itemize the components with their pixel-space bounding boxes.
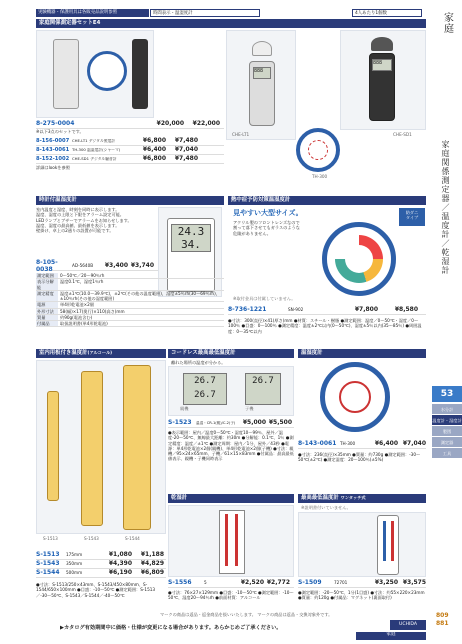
label-s-1544: S-1544 [125, 536, 140, 541]
set-e4-table [36, 120, 224, 173]
spec-label: 付属品 [36, 321, 58, 326]
spec-value: 約90g(電池含む) [60, 314, 93, 320]
list-price: ¥5,000 [242, 419, 266, 427]
spec-label: 測定精度 [36, 291, 58, 302]
list-price: ¥4,390 [108, 560, 132, 568]
heatstroke-subtitle: 見やすい大型サイズ。 [233, 209, 303, 217]
heatstroke-table [228, 306, 426, 315]
product-row [36, 560, 166, 569]
label-remote: 子機 [245, 406, 254, 411]
model-number: TH-300 [340, 441, 356, 447]
maxmin-title: 最高最低温度計 [301, 495, 339, 501]
product-code: S-1544 [36, 569, 60, 577]
spec-value: 取扱説明書(単4形乾電池) [60, 321, 108, 326]
page-tag-2: 881 [436, 620, 449, 627]
sale-price: ¥1,188 [140, 551, 164, 559]
product-code: S-1556 [168, 579, 192, 587]
product-row [36, 551, 166, 560]
label-che-sd1: CHE-SD1 [393, 132, 412, 137]
page-number-tab: 53 [432, 386, 462, 402]
set-e4-photo [36, 30, 154, 118]
label-s-1543: S-1543 [84, 536, 99, 541]
product-code: S-1513 [36, 551, 60, 559]
spec-label: 電源 [36, 302, 58, 307]
maxmin-spec: ●測定範囲：-20〜50℃、1分(1目盛) ●寸法：約55×220×23mm ●質量：約120g ●付属品：マグネット(裏面取付) [298, 590, 425, 601]
desc-line: 温度、湿度の最高値、最低値を表示します。 [36, 222, 120, 228]
clock-thermo-table [36, 258, 158, 273]
top-strip-left: 実験機器・保護用具は各販売品説明参照 [36, 9, 149, 17]
footer-tab: 家庭 [356, 632, 426, 640]
desc-line: 室内温度と湿度、時刻を同時に表示します。 [36, 207, 120, 212]
product-code: 8-275-0004 [36, 120, 75, 128]
product-row [36, 120, 224, 129]
side-category-sub: 家庭関係測定器／温度計／乾湿計 [441, 140, 450, 275]
page-tag: 809 [436, 612, 449, 619]
maxmin-subtitle: ワンタッチ式 [340, 495, 366, 500]
set-items [36, 137, 224, 164]
section-title-set-e4: 家庭関係測定器セットE4 [36, 19, 426, 28]
section-title-maxmin [298, 494, 426, 503]
size: 500mm [66, 570, 83, 576]
board-thermo-photo [36, 360, 166, 534]
sale-price: ¥5,500 [268, 419, 292, 427]
label-s-1513: S-1513 [43, 536, 58, 541]
cordless-desc: 離れた場所の温度が分かる。 [171, 360, 226, 365]
section-title-hygrometer: 温湿度計 [298, 349, 426, 358]
che-lt1-photo: 888 [226, 30, 296, 140]
product-code: 8-152-1002 [36, 155, 70, 162]
sale-price: ¥22,000 [192, 120, 220, 128]
size: 5 [204, 580, 207, 586]
board-thermo-table [36, 551, 166, 578]
list-price: ¥2,520 [240, 579, 264, 587]
spec-value: 0〜50℃／20〜90％rh [60, 273, 105, 278]
set-item-row [36, 146, 224, 155]
board-thermo-subtitle: (アルコール) [87, 350, 113, 355]
product-row [36, 569, 166, 578]
side-tab[interactable]: 温度計・湿度計 [432, 415, 462, 426]
size: 175mm [66, 552, 83, 558]
detail-note: 詳細はlookを参照 [36, 165, 70, 170]
label-che-lt1: CHE-LT1 [232, 132, 250, 137]
spec-value: 単4形乾電池×2個 [60, 302, 94, 308]
product-name: TH-300 温湿度計(シャーマ) [72, 147, 121, 152]
footer-legend [160, 612, 426, 617]
desc-line: 壁掛け、卓上の2通りの設置が可能です。 [36, 228, 114, 233]
section-title-cordless: コードレス最高最低温度計 [168, 349, 294, 358]
product-code: S-1509 [298, 579, 322, 587]
list-price: ¥6,800 [142, 137, 166, 145]
side-tab[interactable]: 測定器 [432, 437, 462, 448]
board-thermo-title: 室内用板付き温度計 [39, 350, 88, 356]
sale-price: ¥2,772 [266, 579, 290, 587]
desc-line: 割って落下させてもガラスのような [233, 225, 300, 231]
board-thermo-spec: ●寸法：S-1513/250×43mm、S-1543/450×80mm、S-1544/650×100mm ●目盛：-10〜50℃ ●測定範囲：S-1513／-30〜50℃、S-1543／S-1544／-40〜50℃ [36, 582, 156, 598]
sale-price: ¥8,580 [394, 306, 418, 314]
section-title-heatstroke: 熱中症予防対策温湿度計 [228, 196, 426, 205]
clock-thermo-spec-table [36, 273, 224, 327]
product-code: S-1543 [36, 560, 60, 568]
cordless-table [168, 419, 294, 428]
che-sd1-photo: 888 [340, 30, 426, 130]
sale-price: ¥7,040 [402, 440, 426, 448]
list-price: ¥3,400 [104, 262, 128, 270]
list-price: ¥20,000 [156, 120, 184, 128]
list-price: ¥6,800 [142, 155, 166, 163]
maxmin-photo [298, 512, 426, 577]
footer-legend-2: マークの商品は返品・交換対象外です。 [257, 612, 333, 617]
lcd-value-1: 24.3 [177, 225, 205, 238]
product-code: 8-143-0061 [36, 146, 70, 153]
cordless-spec: ●表示範囲：屋内／温度0〜50℃・湿度10〜99％、屋外／温度-20〜50℃、無線最大距離：約30m ●分解能：0.1℃、1％ ●測定精度：温度／±1℃ ●測定周期：屋内／1分、屋外／43秒 ●電源：単4形乾電池×2個(親機)、単4形乾電池×2個(子機) ●寸法：親機／95×24×65mm、子機／61×15×83mm ●付属品：最高最低値表示、親機・子機同時表示 [168, 430, 294, 462]
model-number: AD-5640B [72, 263, 94, 269]
psychrometer-table [168, 579, 294, 588]
model-number: 温湿・CR-1(親)/C-2(子) [196, 420, 236, 425]
list-price: ¥6,190 [108, 569, 132, 577]
heatstroke-spec: ●寸法：300(直径)×41(厚さ)mm ●材質：スチール・樹脂 ●測定範囲：温度／0〜50℃・湿度／0〜100％ ●目盛：0〜100％ ●測定精度：温度±2℃以内(0〜50℃)、湿度±5％以内(35〜85％) ●周囲温度：0〜35℃以内 [228, 318, 422, 334]
footer-legend-1: マークの商品は返品・返金商品を扱いいたします。 [160, 612, 256, 617]
product-name: CHE-SD1 デジタル騒音計 [72, 156, 117, 161]
desc-line: LEDランプとブザーでアラームをお知らせします。 [36, 217, 132, 223]
lcd-value-2: 34. [181, 238, 201, 251]
sale-price: ¥7,480 [174, 137, 198, 145]
section-title-psychrometer: 乾湿計 [168, 494, 294, 503]
psychrometer-spec: ●寸法：76×27×129mm ●目盛：-10〜50℃ ●測定範囲：-10〜50℃、湿度20〜94％rh ●前面材質：アルコール [168, 590, 294, 601]
product-code: 8-736-1221 [228, 306, 267, 314]
spec-value: 58(幅)×17(奥行)×110(高さ)mm [60, 308, 125, 314]
desc-line: 温度、湿度の上限と下限をアラーム設定可能。 [36, 212, 124, 218]
product-code: 8-105-0038 [36, 258, 58, 273]
list-price: ¥7,800 [354, 306, 378, 314]
spec-row [36, 321, 224, 327]
top-strip-mid: 時間表示・温湿度計 [150, 9, 260, 17]
maxmin-note: ※説明書付いていません。 [301, 505, 351, 510]
sale-price: ¥4,829 [140, 560, 164, 568]
heatstroke-gauge-photo [322, 222, 396, 296]
psychrometer-photo [168, 505, 294, 577]
hygrometer-photo [320, 362, 390, 432]
spec-label: 質量 [36, 315, 58, 320]
spec-label: 表示分解能 [36, 279, 58, 290]
sale-price: ¥7,480 [174, 155, 198, 163]
set-note: ※以下3点のセットです。 [36, 129, 84, 134]
side-tabs [432, 404, 462, 459]
spec-label: 外形寸法 [36, 309, 58, 314]
product-code: 8-143-0061 [298, 440, 337, 448]
set-item-row [36, 137, 224, 146]
sale-price: ¥3,740 [130, 262, 154, 270]
product-name: CHE-LT1 デジタル照度計 [72, 138, 116, 143]
label-th-300: TH-300 [312, 174, 328, 179]
section-title-clock-thermo: 時計付温湿度計 [36, 196, 224, 205]
spec-label: 測定範囲 [36, 273, 58, 278]
cordless-photo: 26.7 26.7 26.7 [168, 366, 294, 416]
desc-line: 危険がありません。 [233, 230, 271, 236]
spec-value: 温度±1℃(10.0〜39.9℃)，±2℃(その他の温度範囲)，湿度±5％rh(30〜69％rh)，±10％rh(その他の湿度範囲) [60, 290, 220, 301]
set-item-row [36, 155, 224, 164]
size: 350mm [66, 561, 83, 567]
sale-price: ¥3,575 [402, 579, 426, 587]
section-title-board-thermo [36, 349, 166, 358]
top-strip-right: 4人あたり1個数 [352, 9, 422, 17]
desc-line: アクリル製のフロントレンズなので [233, 220, 300, 225]
product-code: 8-156-0007 [36, 137, 70, 144]
size: 72701 [334, 580, 348, 586]
heatstroke-desc [233, 220, 333, 236]
model-number: SN-902 [288, 307, 304, 313]
clock-thermo-desc [36, 207, 142, 233]
label-base: 親機 [180, 406, 189, 411]
spec-value: 温度0.1℃，湿度1％rh [60, 279, 104, 285]
hygrometer-table [298, 440, 426, 449]
maxmin-table [298, 579, 426, 588]
spec-row [36, 279, 224, 291]
side-tab[interactable]: 水分計 [432, 404, 462, 415]
side-tab[interactable]: 製図 [432, 426, 462, 437]
spec-row [36, 291, 224, 303]
product-code: S-1523 [168, 419, 192, 427]
side-category-main: 家庭 [441, 12, 453, 34]
side-tab[interactable]: 工具 [432, 448, 462, 459]
heatstroke-note: ※取付金具は付属していません。 [233, 296, 296, 301]
sale-price: ¥6,809 [140, 569, 164, 577]
list-price: ¥6,400 [374, 440, 398, 448]
sale-price: ¥7,040 [174, 146, 198, 154]
hygrometer-spec: ●寸法：236(直径)×35mm ●質量：約730g ●測定範囲：-30〜50℃(±2℃) ●測定湿度：20〜100％(±5%) [298, 452, 421, 463]
th-300-photo [296, 128, 340, 172]
list-price: ¥6,400 [142, 146, 166, 154]
brand-logo: UCHIDA [390, 620, 426, 630]
footer-notice: ▶カタログ有効期間中に価格・仕様が変更になる場合があります。あらかじめご了承ください。 [60, 625, 282, 631]
heatstroke-badge: 防ダニ タイプ [399, 208, 425, 226]
list-price: ¥1,080 [108, 551, 132, 559]
list-price: ¥3,250 [374, 579, 398, 587]
